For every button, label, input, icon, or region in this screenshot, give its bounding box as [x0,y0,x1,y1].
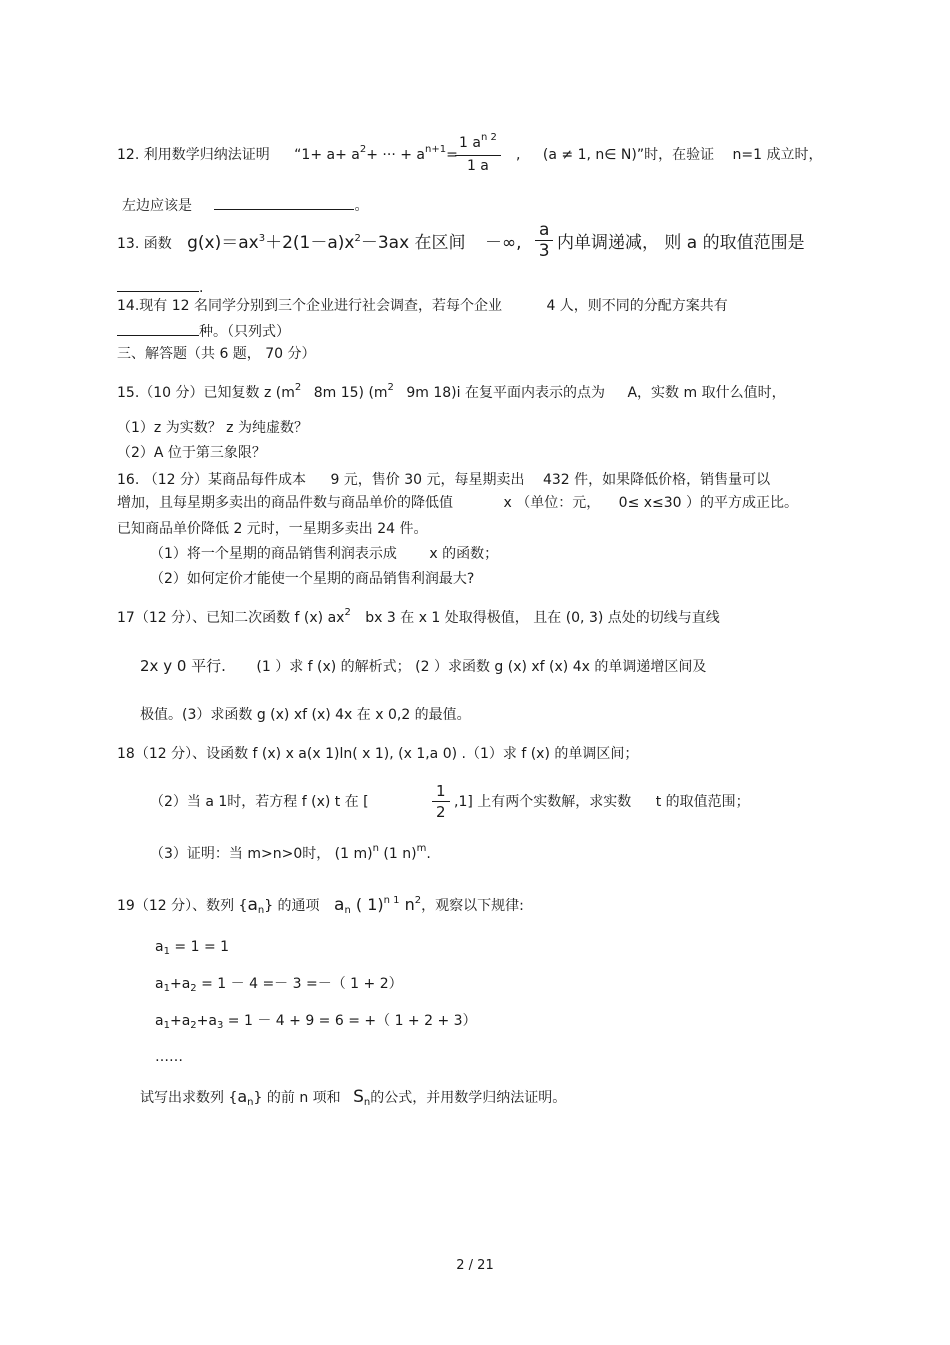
q18-c: t 的取值范围； [655,794,750,810]
q19-last-a: 试写出求数列 { [140,1090,238,1106]
q19-r3-s3: 3 [216,1020,224,1031]
q16-line1 [117,471,770,489]
q12-intro: 12. 利用数学归纳法证明 [117,147,270,163]
q18-exp-m: m [416,843,427,854]
q16-p1-b: x 的函数； [429,546,499,562]
q12-left-side: 左边应该是 [122,198,192,214]
q13-tail [557,234,805,252]
q19-r2-c: = 1 － 4 =－ 3 =－（ 1 + 2） [196,976,403,992]
q12-comma: , [516,147,521,163]
q17-line1 [117,609,720,629]
q17-exp2: 2 [344,607,351,618]
q18-b: ,1] 上有两个实数解，求实数 [454,794,632,810]
q16-c: 432 件，如果降低价格，销售量可以 [542,472,771,488]
q19-last [140,1088,566,1109]
q17-a: 17（12 分）、已知二次函数 f (x) ax [117,610,345,626]
q19-line1 [117,896,524,917]
q16-e: x （单位：元， [503,495,601,511]
q19-last-n: n [247,1097,254,1108]
q19-exp2: 2 [414,895,422,906]
q16-line2 [117,494,798,512]
q15-line1 [117,384,786,404]
q12-frac-num [455,133,501,156]
q14-line2 [117,321,290,341]
q13-line2 [117,277,203,297]
q15-part1: （1）z 为实数？ z 为纯虚数？ [117,420,308,436]
q19-b: } 的通项 [264,898,320,914]
section-3-heading: 三、解答题（共 6 题， 70 分） [117,346,316,362]
q16-part1 [150,545,498,563]
q12-verify: n=1 成立时， [732,147,823,163]
q13-frac-num: a [535,220,553,241]
q13-expr1: g(x)＝ax [187,233,259,253]
q12-frac-num-text: 1 a [459,135,481,151]
q12-period: 。 [354,198,369,214]
q12-exp-n1: n+1 [424,144,447,155]
q14-answer-blank[interactable] [117,321,199,336]
q13-question: 内单调递减， 则 a 的取值范围是 [557,233,805,253]
q18-frac [432,781,450,822]
q12-frac-den: 1 a [466,158,489,174]
q13-expr3: －3ax 在区间 [360,233,466,253]
q18-e: (1 n) [378,846,417,862]
q19-r2-a: a [155,976,164,992]
q19-n-sub: n [257,905,265,916]
q19-an: a [247,895,258,915]
q19-an2: a [334,895,345,915]
q13-answer-blank[interactable] [117,277,199,292]
q19-row2 [155,975,403,995]
q15-a: 15.（10 分）已知复数 z (m [117,385,295,401]
q19-r3-d: = 1 － 4 + 9 = 6 = +（ 1 + 2 + 3） [223,1013,477,1029]
q16-b: 9 元，售价 30 元，每星期卖出 [330,472,525,488]
q14-text-b: 4 人，则不同的分配方案共有 [546,298,728,314]
q13-frac-den: 3 [538,241,550,261]
q12-frac-num-exp: n 2 [480,132,497,143]
q12-exp-2: 2 [359,144,367,155]
q17-line2 [140,657,706,676]
q16-a: 16. （12 分）某商品每件成本 [117,472,306,488]
q13-intro: 13. 函数 [117,236,172,252]
q17-line3: 极值。(3）求函数 g (x) xf (x) 4x 在 x 0,2 的最值。 [140,707,471,723]
q19-r2-b: +a [169,976,191,992]
q18-frac-num: 1 [432,781,450,802]
q13-frac [535,220,553,261]
q13-exp2: 2 [354,233,361,244]
q19-last-c: 的公式，并用数学归纳法证明。 [370,1090,567,1106]
q14-text-c: 种。（只列式） [199,324,290,340]
q19-r3-c: +a [196,1013,217,1029]
q12-line2 [122,195,368,215]
q15-d: A，实数 m 取什么值时， [627,385,786,401]
q19-r1-b: = 1 = 1 [169,939,230,955]
q18-fraction [432,781,450,822]
q18-exp-n: n [372,843,379,854]
q13-exp3: 3 [258,233,266,244]
q19-r1-a: a [155,939,164,955]
q12-expr-b: + ··· + a [366,147,425,163]
q18-a: （2）当 a 1时，若方程 f (x) t 在 [ [150,794,369,810]
q16-f: 0≤ x≤30 ）的平方成正比。 [618,495,799,511]
q12-cond-line [516,146,823,164]
q12-fraction [455,133,501,176]
q18-d: （3）证明：当 m>n>0时， (1 m) [150,846,373,862]
q18-line2 [150,793,369,811]
q19-row3 [155,1012,477,1032]
q19-r3-b: +a [169,1013,191,1029]
q19-r1-s: 1 [163,946,170,957]
q19-last-b: } 的前 n 项和 [253,1090,341,1106]
q18-frac-den: 2 [436,803,446,821]
q16-part2: （2）如何定价才能使一个星期的商品销售利润最大? [150,571,475,587]
q18-line1: 18（12 分）、设函数 f (x) x a(x 1)ln( x 1), (x 1,a 0) .（1）求 f (x) 的单调区间； [117,746,639,762]
q19-a: 19（12 分）、数列 { [117,898,248,914]
q13-line1 [117,234,522,255]
q15-exp1: 2 [294,382,302,393]
q13-interval: －∞, [484,233,522,253]
q15-b: 8m 15) (m [313,385,388,401]
q19-row1 [155,938,229,958]
q19-c: ( 1) [350,895,384,914]
q12-condition: (a ≠ 1, n∈ N)”时，在验证 [542,147,715,163]
q16-p1-a: （1）将一个星期的商品销售利润表示成 [150,546,397,562]
q19-exp-n1: n 1 [383,895,400,906]
q12-frac [455,133,501,176]
q19-r2-s1: 1 [163,983,170,994]
q19-e: ，观察以下规律: [421,898,524,914]
q17-c: 2x y 0 平行. [140,657,226,675]
q19-ellipsis: …… [155,1049,183,1065]
q15-exp2: 2 [387,382,394,393]
q12-answer-blank[interactable] [214,195,354,210]
q19-last-Sn: n [363,1097,371,1108]
q17-b: bx 3 在 x 1 处取得极值， 且在 (0, 3) 点处的切线与直线 [365,610,720,626]
q19-r2-s2: 2 [190,983,197,994]
q18-line3 [150,845,431,865]
q16-d: 增加，且每星期多卖出的商品件数与商品单价的降低值 [117,495,453,511]
q12-line1 [117,146,458,166]
q19-r3-s1: 1 [163,1020,170,1031]
q12-eq: = [446,147,458,163]
q19-n-sub2: n [344,905,351,916]
q18-line2-tail [454,793,750,811]
q13-fraction [535,220,553,261]
q19-last-an: a [237,1087,248,1106]
q15-part2: （2）A 位于第三象限？ [117,445,266,461]
q15-c: 9m 18)i 在复平面内表示的点为 [406,385,605,401]
q19-r3-a: a [155,1013,164,1029]
q14-line1 [117,297,728,315]
q13-period: . [199,280,204,296]
q12-expr-a: “1+ a+ a [294,147,360,163]
q19-d: n [399,895,415,914]
page-number: 2 / 21 [456,1258,494,1273]
q14-text-a: 14.现有 12 名同学分别到三个企业进行社会调查，若每个企业 [117,298,502,314]
q18-period: . [426,846,431,862]
q19-r3-s2: 2 [190,1020,197,1031]
q17-d: (1 ）求 f (x) 的解析式； (2 ）求函数 g (x) xf (x) 4x 的单调递增区间及 [256,659,707,675]
q13-expr2: ＋2(1－a)x [265,233,355,253]
q19-last-S: S [353,1087,364,1107]
q16-line3: 已知商品单价降低 2 元时，一星期多卖出 24 件。 [117,521,428,537]
